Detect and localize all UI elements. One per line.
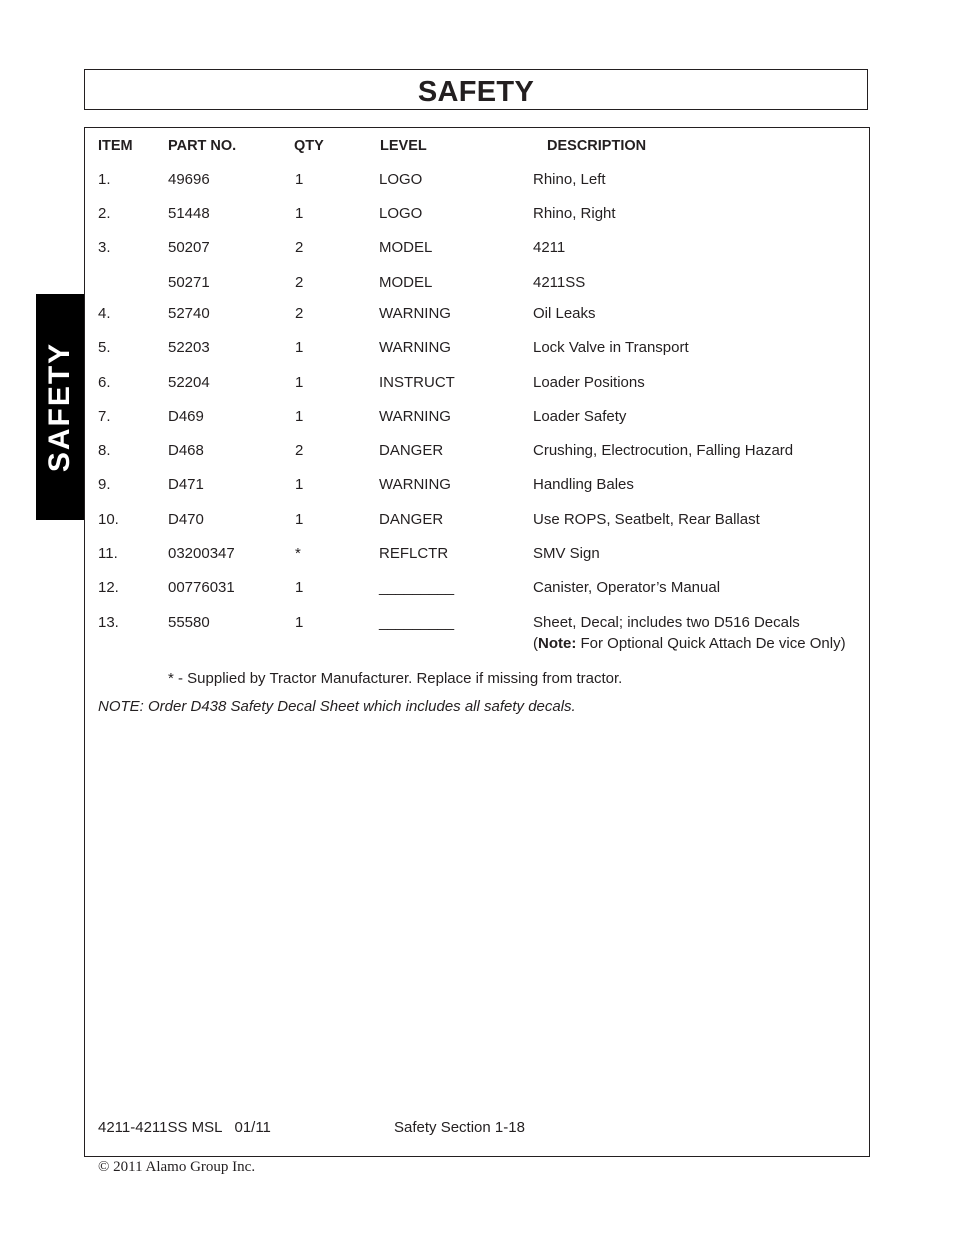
cell-qty: 2 xyxy=(295,442,304,459)
cell-qty: 1 xyxy=(295,408,304,425)
cell-item: 10. xyxy=(98,511,119,528)
column-header-description: DESCRIPTION xyxy=(547,138,647,154)
cell-item: 12. xyxy=(98,579,119,596)
cell-description: Canister, Operator’s Manual xyxy=(533,579,721,596)
cell-qty: 2 xyxy=(295,239,304,256)
cell-qty: 1 xyxy=(295,374,304,391)
cell-level: LOGO xyxy=(379,205,423,222)
cell-part-no: 03200347 xyxy=(168,545,235,562)
cell-description: Rhino, Right xyxy=(533,205,616,222)
cell-part-no: D470 xyxy=(168,511,204,528)
cell-qty: 2 xyxy=(295,274,304,291)
cell-qty: 1 xyxy=(295,339,304,356)
cell-description: Rhino, Left xyxy=(533,171,606,188)
cell-description: SMV Sign xyxy=(533,545,600,562)
cell-level: MODEL xyxy=(379,239,433,256)
cell-part-no: D469 xyxy=(168,408,204,425)
footer-section: Safety Section 1-18 xyxy=(394,1119,525,1136)
cell-part-no: 52203 xyxy=(168,339,210,356)
cell-item: 6. xyxy=(98,374,111,391)
cell-level: MODEL xyxy=(379,274,433,291)
cell-description: Sheet, Decal; includes two D516 Decals xyxy=(533,614,800,631)
cell-part-no: D468 xyxy=(168,442,204,459)
cell-item: 1. xyxy=(98,171,111,188)
cell-level: _________ xyxy=(379,579,455,596)
cell-description-note xyxy=(533,635,846,653)
copyright: © 2011 Alamo Group Inc. xyxy=(98,1159,256,1175)
section-side-tab xyxy=(36,294,84,520)
column-header-item: ITEM xyxy=(98,138,133,154)
cell-description: Use ROPS, Seatbelt, Rear Ballast xyxy=(533,511,760,528)
cell-item: 13. xyxy=(98,614,119,631)
side-tab-label: SAFETY xyxy=(43,341,76,473)
cell-qty: 1 xyxy=(295,614,304,631)
cell-description: 4211SS xyxy=(533,274,586,291)
cell-qty: 1 xyxy=(295,579,304,596)
cell-description: Lock Valve in Transport xyxy=(533,339,689,356)
page-title: SAFETY xyxy=(417,76,535,108)
cell-item: 11. xyxy=(98,545,118,562)
cell-description: Loader Safety xyxy=(533,408,627,425)
cell-level: DANGER xyxy=(379,511,444,528)
cell-level: WARNING xyxy=(379,339,451,356)
cell-description: Loader Positions xyxy=(533,374,645,391)
cell-item: 7. xyxy=(98,408,111,425)
cell-level: REFLCTR xyxy=(379,545,449,562)
cell-part-no: 52204 xyxy=(168,374,210,391)
cell-part-no: 50271 xyxy=(168,274,210,291)
cell-item: 4. xyxy=(98,305,111,322)
cell-level: _________ xyxy=(379,614,455,631)
cell-level: WARNING xyxy=(379,476,451,493)
cell-part-no: 55580 xyxy=(168,614,210,631)
cell-level: DANGER xyxy=(379,442,444,459)
cell-level: LOGO xyxy=(379,171,423,188)
cell-item: 2. xyxy=(98,205,111,222)
page-title-box xyxy=(84,69,868,110)
cell-qty: 1 xyxy=(295,171,304,188)
cell-item: 8. xyxy=(98,442,111,459)
cell-description: Oil Leaks xyxy=(533,305,596,322)
cell-item: 9. xyxy=(98,476,111,493)
cell-part-no: 52740 xyxy=(168,305,210,322)
footer-model xyxy=(98,1119,271,1137)
column-header-level: LEVEL xyxy=(380,138,427,154)
cell-part-no: 00776031 xyxy=(168,579,235,596)
cell-level: INSTRUCT xyxy=(379,374,455,391)
cell-part-no: 50207 xyxy=(168,239,210,256)
cell-level: WARNING xyxy=(379,408,451,425)
footer-model-text: 4211-4211SS MSL 01/11 xyxy=(98,1119,271,1136)
note-open-paren: ( xyxy=(533,635,538,652)
column-header-part-no: PART NO. xyxy=(168,138,237,154)
note-rest-text: For Optional Quick Attach De vice Only) xyxy=(576,635,846,652)
supplied-note: * - Supplied by Tractor Manufacturer. Replace if missing from tractor. xyxy=(168,670,623,687)
cell-part-no: D471 xyxy=(168,476,204,493)
cell-level: WARNING xyxy=(379,305,451,322)
note-bold-label: Note: xyxy=(538,635,577,652)
cell-qty: 1 xyxy=(295,511,304,528)
cell-qty: 1 xyxy=(295,205,304,222)
cell-part-no: 51448 xyxy=(168,205,210,222)
cell-item: 5. xyxy=(98,339,111,356)
cell-qty: 1 xyxy=(295,476,304,493)
cell-part-no: 49696 xyxy=(168,171,210,188)
cell-qty: 2 xyxy=(295,305,304,322)
cell-description: Handling Bales xyxy=(533,476,634,493)
cell-item: 3. xyxy=(98,239,111,256)
cell-description: 4211 xyxy=(533,239,566,256)
cell-qty: * xyxy=(295,545,301,562)
order-note: NOTE: Order D438 Safety Decal Sheet which includes all safety decals. xyxy=(98,698,576,715)
cell-description: Crushing, Electrocution, Falling Hazard xyxy=(533,442,794,459)
column-header-qty: QTY xyxy=(294,138,324,154)
